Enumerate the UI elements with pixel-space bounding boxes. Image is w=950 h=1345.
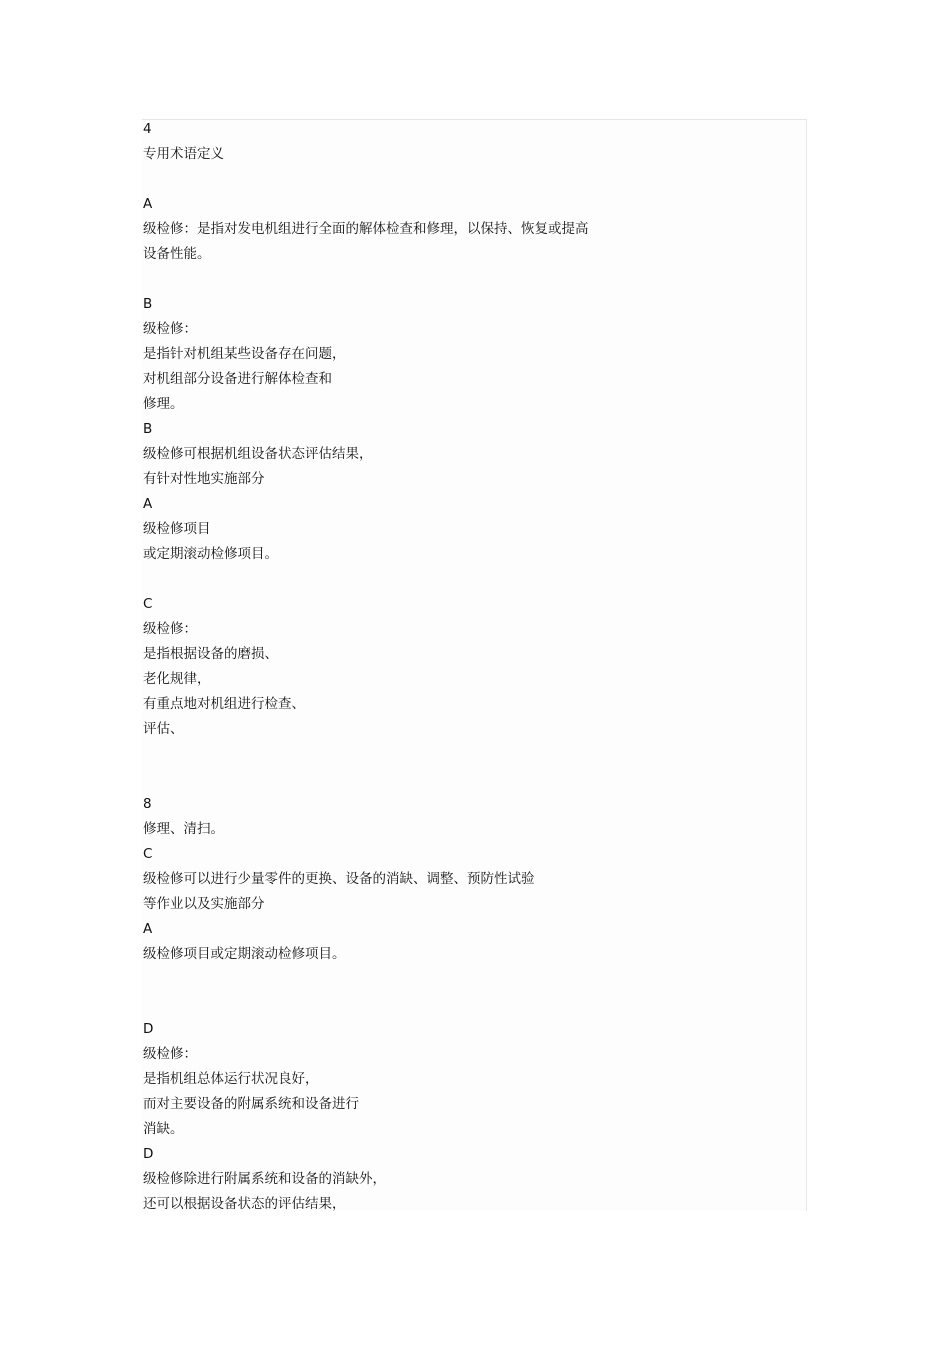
text-line: 级检修： <box>143 1046 197 1062</box>
blank-line <box>143 742 783 767</box>
text-line: B <box>143 296 153 312</box>
blank-line <box>143 567 783 592</box>
text-line: A <box>143 921 153 937</box>
text-line: 设备性能。 <box>143 246 211 262</box>
text-line: B <box>143 421 153 437</box>
text-line: 级检修： <box>143 321 197 337</box>
text-line: 评估、 <box>143 721 184 737</box>
text-line: 级检修可以进行少量零件的更换、设备的消缺、调整、预防性试验 <box>143 871 535 887</box>
blank-line <box>143 167 783 192</box>
text-line: 是指根据设备的磨损、 <box>143 646 278 662</box>
page-number: 8 <box>143 796 152 812</box>
text-line: 对机组部分设备进行解体检查和 <box>143 371 332 387</box>
text-line: 级检修项目或定期滚动检修项目。 <box>143 946 346 962</box>
blank-line <box>143 967 783 992</box>
text-line: 等作业以及实施部分 <box>143 896 265 912</box>
text-line: 还可以根据设备状态的评估结果， <box>143 1196 346 1212</box>
text-line: 有重点地对机组进行检查、 <box>143 696 305 712</box>
text-line: 级检修：是指对发电机组进行全面的解体检查和修理，以保持、恢复或提高 <box>143 221 589 237</box>
text-line: 或定期滚动检修项目。 <box>143 546 278 562</box>
text-line: 修理、清扫。 <box>143 821 224 837</box>
text-line: 老化规律， <box>143 671 211 687</box>
text-line: D <box>143 1021 154 1037</box>
text-line: 而对主要设备的附属系统和设备进行 <box>143 1096 359 1112</box>
blank-line <box>143 767 783 792</box>
document-body <box>143 117 783 1217</box>
section-number: 4 <box>143 121 152 137</box>
text-line: 有针对性地实施部分 <box>143 471 265 487</box>
text-line: 是指机组总体运行状况良好， <box>143 1071 319 1087</box>
text-line: A <box>143 496 153 512</box>
text-line: 消缺。 <box>143 1121 184 1137</box>
blank-line <box>143 992 783 1017</box>
text-line: D <box>143 1146 154 1162</box>
text-line: 级检修可根据机组设备状态评估结果， <box>143 446 373 462</box>
section-title: 专用术语定义 <box>143 146 224 162</box>
text-line: 级检修项目 <box>143 521 211 537</box>
text-line: C <box>143 596 153 612</box>
text-line: 级检修： <box>143 621 197 637</box>
text-line: 是指针对机组某些设备存在问题， <box>143 346 346 362</box>
text-line: 修理。 <box>143 396 184 412</box>
text-line: A <box>143 196 153 212</box>
text-line: C <box>143 846 153 862</box>
blank-line <box>143 267 783 292</box>
text-line: 级检修除进行附属系统和设备的消缺外， <box>143 1171 386 1187</box>
